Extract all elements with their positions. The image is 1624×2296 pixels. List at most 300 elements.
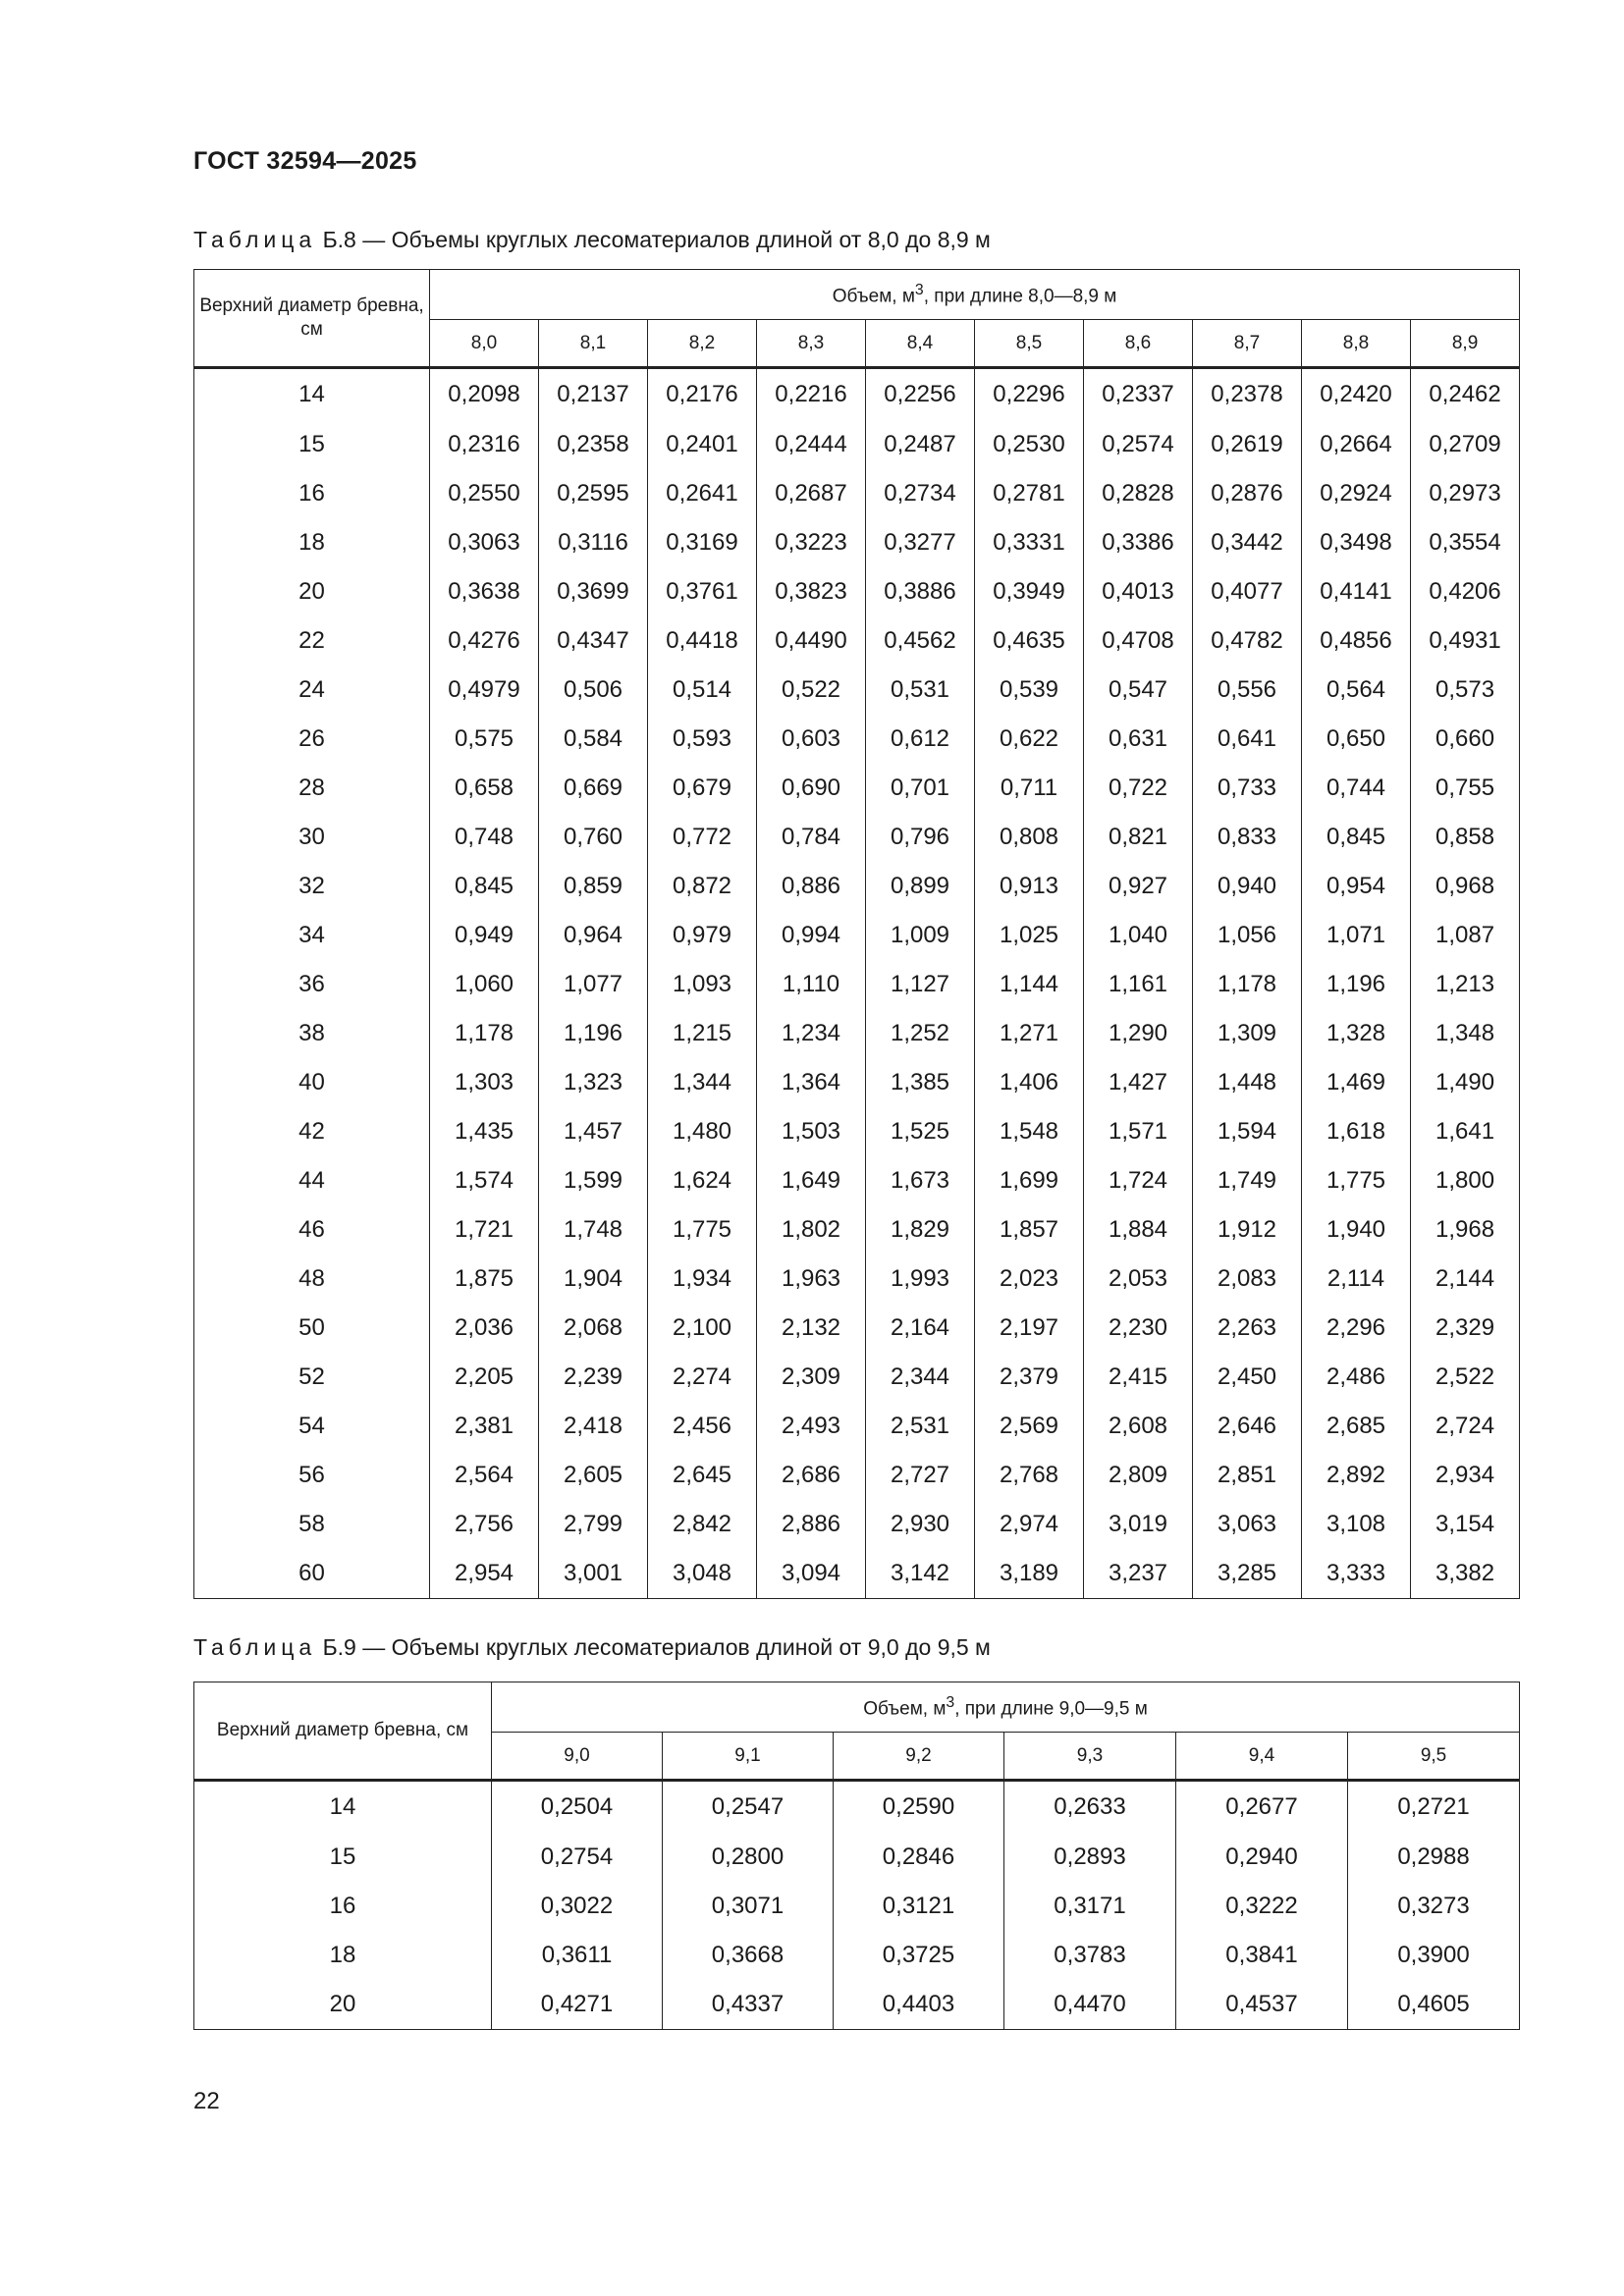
volume-cell: 0,3171 xyxy=(1004,1882,1176,1931)
volume-cell: 2,197 xyxy=(975,1304,1084,1353)
volume-cell: 1,448 xyxy=(1193,1058,1302,1107)
diameter-cell: 58 xyxy=(194,1500,430,1549)
volume-cell: 2,886 xyxy=(757,1500,866,1549)
volume-cell: 0,784 xyxy=(757,813,866,862)
table-b8-caption xyxy=(193,227,991,253)
table-row xyxy=(194,469,1520,518)
volume-cell: 0,701 xyxy=(866,764,975,813)
volume-cell: 0,660 xyxy=(1411,715,1520,764)
volume-cell: 1,624 xyxy=(648,1156,757,1205)
volume-cell: 0,2401 xyxy=(648,420,757,469)
volume-cell: 3,333 xyxy=(1302,1549,1411,1599)
volume-cell: 0,2216 xyxy=(757,368,866,421)
volume-cell: 0,2721 xyxy=(1348,1781,1520,1834)
volume-header-sup: 3 xyxy=(914,281,924,298)
table-row xyxy=(194,1980,1520,2030)
volume-cell: 2,768 xyxy=(975,1451,1084,1500)
volume-cell: 2,418 xyxy=(539,1402,648,1451)
volume-cell: 1,344 xyxy=(648,1058,757,1107)
diameter-cell: 56 xyxy=(194,1451,430,1500)
volume-header-text: Объем, м xyxy=(832,286,915,307)
volume-cell: 0,2530 xyxy=(975,420,1084,469)
volume-cell: 1,724 xyxy=(1084,1156,1193,1205)
table-row xyxy=(194,1304,1520,1353)
volume-cell: 3,094 xyxy=(757,1549,866,1599)
table-row xyxy=(194,1058,1520,1107)
volume-cell: 1,574 xyxy=(430,1156,539,1205)
volume-cell: 1,271 xyxy=(975,1009,1084,1058)
volume-cell: 0,722 xyxy=(1084,764,1193,813)
diameter-cell: 38 xyxy=(194,1009,430,1058)
volume-cell: 0,3823 xyxy=(757,567,866,616)
volume-cell: 1,963 xyxy=(757,1255,866,1304)
length-header: 8,6 xyxy=(1084,320,1193,368)
volume-cell: 2,608 xyxy=(1084,1402,1193,1451)
volume-cell: 1,309 xyxy=(1193,1009,1302,1058)
table-row xyxy=(194,1500,1520,1549)
volume-cell: 3,154 xyxy=(1411,1500,1520,1549)
table-row xyxy=(194,1353,1520,1402)
volume-cell: 0,3116 xyxy=(539,518,648,567)
volume-cell: 1,025 xyxy=(975,911,1084,960)
volume-cell: 2,083 xyxy=(1193,1255,1302,1304)
length-header: 8,3 xyxy=(757,320,866,368)
volume-cell: 0,3886 xyxy=(866,567,975,616)
volume-cell: 3,108 xyxy=(1302,1500,1411,1549)
table-row xyxy=(194,1402,1520,1451)
volume-cell: 0,3071 xyxy=(663,1882,834,1931)
volume-cell: 0,4271 xyxy=(492,1980,663,2030)
table-row xyxy=(194,1205,1520,1255)
volume-cell: 0,940 xyxy=(1193,862,1302,911)
table-row xyxy=(194,1882,1520,1931)
volume-cell: 2,053 xyxy=(1084,1255,1193,1304)
volume-cell: 0,949 xyxy=(430,911,539,960)
volume-cell: 0,2590 xyxy=(834,1781,1004,1834)
diameter-cell: 42 xyxy=(194,1107,430,1156)
volume-cell: 0,2664 xyxy=(1302,420,1411,469)
volume-cell: 0,3611 xyxy=(492,1931,663,1980)
volume-cell: 2,144 xyxy=(1411,1255,1520,1304)
volume-cell: 0,2176 xyxy=(648,368,757,421)
volume-cell: 0,593 xyxy=(648,715,757,764)
table-b8-row-header: Верхний диаметр бревна, см xyxy=(194,270,430,368)
table-row xyxy=(194,862,1520,911)
volume-header-length-range: , при длине 8,0—8,9 м xyxy=(923,286,1117,307)
table-row xyxy=(194,715,1520,764)
diameter-cell: 15 xyxy=(194,420,430,469)
volume-cell: 0,669 xyxy=(539,764,648,813)
table-row xyxy=(194,518,1520,567)
diameter-cell: 18 xyxy=(194,518,430,567)
document-code: ГОСТ 32594—2025 xyxy=(193,147,417,175)
volume-cell: 0,3761 xyxy=(648,567,757,616)
volume-cell: 0,2316 xyxy=(430,420,539,469)
volume-cell: 0,964 xyxy=(539,911,648,960)
volume-cell: 0,2828 xyxy=(1084,469,1193,518)
volume-cell: 1,087 xyxy=(1411,911,1520,960)
volume-cell: 0,4490 xyxy=(757,616,866,666)
volume-cell: 2,974 xyxy=(975,1500,1084,1549)
volume-cell: 1,829 xyxy=(866,1205,975,1255)
table-b9 xyxy=(193,1682,1520,2030)
volume-cell: 3,063 xyxy=(1193,1500,1302,1549)
volume-cell: 2,274 xyxy=(648,1353,757,1402)
volume-cell: 3,285 xyxy=(1193,1549,1302,1599)
volume-cell: 0,3900 xyxy=(1348,1931,1520,1980)
volume-cell: 0,927 xyxy=(1084,862,1193,911)
volume-cell: 2,068 xyxy=(539,1304,648,1353)
volume-cell: 0,3554 xyxy=(1411,518,1520,567)
volume-cell: 1,618 xyxy=(1302,1107,1411,1156)
volume-cell: 0,2137 xyxy=(539,368,648,421)
volume-cell: 0,2504 xyxy=(492,1781,663,1834)
table-row xyxy=(194,420,1520,469)
volume-cell: 0,4141 xyxy=(1302,567,1411,616)
volume-cell: 0,2924 xyxy=(1302,469,1411,518)
volume-cell: 0,4856 xyxy=(1302,616,1411,666)
table-b8-volume-header xyxy=(430,270,1520,320)
volume-cell: 0,899 xyxy=(866,862,975,911)
volume-cell: 1,599 xyxy=(539,1156,648,1205)
volume-cell: 0,2595 xyxy=(539,469,648,518)
volume-cell: 0,2337 xyxy=(1084,368,1193,421)
volume-cell: 0,3331 xyxy=(975,518,1084,567)
volume-cell: 2,344 xyxy=(866,1353,975,1402)
volume-cell: 1,749 xyxy=(1193,1156,1302,1205)
volume-cell: 0,733 xyxy=(1193,764,1302,813)
volume-cell: 0,2296 xyxy=(975,368,1084,421)
volume-cell: 0,4979 xyxy=(430,666,539,715)
volume-cell: 1,503 xyxy=(757,1107,866,1156)
table-row xyxy=(194,764,1520,813)
diameter-cell: 60 xyxy=(194,1549,430,1599)
volume-cell: 0,886 xyxy=(757,862,866,911)
volume-cell: 1,480 xyxy=(648,1107,757,1156)
volume-cell: 1,213 xyxy=(1411,960,1520,1009)
volume-cell: 2,164 xyxy=(866,1304,975,1353)
volume-cell: 0,4782 xyxy=(1193,616,1302,666)
diameter-cell: 30 xyxy=(194,813,430,862)
volume-cell: 0,755 xyxy=(1411,764,1520,813)
volume-cell: 0,833 xyxy=(1193,813,1302,862)
table-b9-caption-prefix: Таблица xyxy=(193,1634,317,1660)
volume-cell: 1,215 xyxy=(648,1009,757,1058)
table-row xyxy=(194,567,1520,616)
volume-cell: 0,641 xyxy=(1193,715,1302,764)
volume-cell: 0,2940 xyxy=(1176,1833,1348,1882)
volume-cell: 1,071 xyxy=(1302,911,1411,960)
volume-cell: 1,364 xyxy=(757,1058,866,1107)
volume-cell: 0,575 xyxy=(430,715,539,764)
table-row xyxy=(194,616,1520,666)
volume-cell: 2,456 xyxy=(648,1402,757,1451)
page-number: 22 xyxy=(193,2088,220,2114)
volume-cell: 1,127 xyxy=(866,960,975,1009)
volume-cell: 1,884 xyxy=(1084,1205,1193,1255)
diameter-cell: 16 xyxy=(194,469,430,518)
length-header: 8,1 xyxy=(539,320,648,368)
volume-cell: 0,3699 xyxy=(539,567,648,616)
length-header: 8,0 xyxy=(430,320,539,368)
volume-cell: 2,954 xyxy=(430,1549,539,1599)
volume-cell: 1,934 xyxy=(648,1255,757,1304)
volume-cell: 0,3783 xyxy=(1004,1931,1176,1980)
table-b9-row-header: Верхний диаметр бревна, см xyxy=(194,1682,492,1781)
diameter-cell: 32 xyxy=(194,862,430,911)
volume-header-length-range: , при длине 9,0—9,5 м xyxy=(954,1698,1148,1720)
volume-cell: 1,303 xyxy=(430,1058,539,1107)
table-row xyxy=(194,960,1520,1009)
volume-cell: 2,415 xyxy=(1084,1353,1193,1402)
volume-cell: 1,178 xyxy=(430,1009,539,1058)
volume-cell: 2,239 xyxy=(539,1353,648,1402)
volume-cell: 1,077 xyxy=(539,960,648,1009)
diameter-cell: 46 xyxy=(194,1205,430,1255)
table-b8-caption-text: Б.8 — Объемы круглых лесоматериалов длиной от 8,0 до 8,9 м xyxy=(316,227,991,252)
diameter-cell: 26 xyxy=(194,715,430,764)
volume-cell: 2,564 xyxy=(430,1451,539,1500)
volume-cell: 1,548 xyxy=(975,1107,1084,1156)
volume-cell: 0,4562 xyxy=(866,616,975,666)
volume-cell: 2,309 xyxy=(757,1353,866,1402)
diameter-cell: 14 xyxy=(194,368,430,421)
volume-cell: 2,486 xyxy=(1302,1353,1411,1402)
length-header: 9,2 xyxy=(834,1733,1004,1781)
volume-cell: 0,2893 xyxy=(1004,1833,1176,1882)
volume-cell: 1,435 xyxy=(430,1107,539,1156)
volume-cell: 0,506 xyxy=(539,666,648,715)
volume-cell: 3,382 xyxy=(1411,1549,1520,1599)
volume-cell: 1,060 xyxy=(430,960,539,1009)
volume-cell: 0,979 xyxy=(648,911,757,960)
volume-cell: 0,3222 xyxy=(1176,1882,1348,1931)
table-b9-body xyxy=(194,1781,1520,2030)
volume-cell: 2,531 xyxy=(866,1402,975,1451)
volume-cell: 1,196 xyxy=(1302,960,1411,1009)
volume-cell: 0,514 xyxy=(648,666,757,715)
volume-cell: 0,573 xyxy=(1411,666,1520,715)
volume-cell: 1,649 xyxy=(757,1156,866,1205)
volume-cell: 0,2098 xyxy=(430,368,539,421)
volume-cell: 0,760 xyxy=(539,813,648,862)
length-header: 8,9 xyxy=(1411,320,1520,368)
volume-cell: 0,3063 xyxy=(430,518,539,567)
volume-cell: 2,036 xyxy=(430,1304,539,1353)
length-header: 8,7 xyxy=(1193,320,1302,368)
volume-cell: 1,323 xyxy=(539,1058,648,1107)
volume-cell: 0,2734 xyxy=(866,469,975,518)
volume-cell: 2,934 xyxy=(1411,1451,1520,1500)
volume-cell: 1,912 xyxy=(1193,1205,1302,1255)
table-b9-caption-text: Б.9 — Объемы круглых лесоматериалов длиной от 9,0 до 9,5 м xyxy=(316,1634,991,1660)
volume-cell: 0,658 xyxy=(430,764,539,813)
volume-cell: 1,234 xyxy=(757,1009,866,1058)
volume-cell: 1,968 xyxy=(1411,1205,1520,1255)
volume-cell: 0,4708 xyxy=(1084,616,1193,666)
length-header: 8,5 xyxy=(975,320,1084,368)
volume-cell: 0,564 xyxy=(1302,666,1411,715)
volume-cell: 2,799 xyxy=(539,1500,648,1549)
volume-cell: 0,556 xyxy=(1193,666,1302,715)
volume-cell: 0,3498 xyxy=(1302,518,1411,567)
volume-cell: 0,4077 xyxy=(1193,567,1302,616)
volume-cell: 0,3638 xyxy=(430,567,539,616)
table-row xyxy=(194,1931,1520,1980)
volume-cell: 1,178 xyxy=(1193,960,1302,1009)
table-b8-body xyxy=(194,368,1520,1599)
volume-cell: 0,2256 xyxy=(866,368,975,421)
volume-cell: 0,772 xyxy=(648,813,757,862)
volume-cell: 1,875 xyxy=(430,1255,539,1304)
volume-cell: 1,348 xyxy=(1411,1009,1520,1058)
volume-cell: 1,525 xyxy=(866,1107,975,1156)
volume-cell: 0,650 xyxy=(1302,715,1411,764)
volume-cell: 0,3223 xyxy=(757,518,866,567)
diameter-cell: 14 xyxy=(194,1781,492,1834)
volume-cell: 0,3841 xyxy=(1176,1931,1348,1980)
volume-cell: 0,2709 xyxy=(1411,420,1520,469)
volume-cell: 1,594 xyxy=(1193,1107,1302,1156)
volume-cell: 2,569 xyxy=(975,1402,1084,1451)
volume-cell: 0,808 xyxy=(975,813,1084,862)
diameter-cell: 24 xyxy=(194,666,430,715)
volume-cell: 2,756 xyxy=(430,1500,539,1549)
volume-cell: 3,237 xyxy=(1084,1549,1193,1599)
volume-cell: 0,603 xyxy=(757,715,866,764)
volume-cell: 0,622 xyxy=(975,715,1084,764)
volume-cell: 2,263 xyxy=(1193,1304,1302,1353)
volume-cell: 2,023 xyxy=(975,1255,1084,1304)
table-row xyxy=(194,666,1520,715)
volume-cell: 0,4403 xyxy=(834,1980,1004,2030)
volume-cell: 0,3949 xyxy=(975,567,1084,616)
volume-cell: 0,3442 xyxy=(1193,518,1302,567)
table-row xyxy=(194,1781,1520,1834)
table-row xyxy=(194,1549,1520,1599)
volume-cell: 2,329 xyxy=(1411,1304,1520,1353)
volume-cell: 0,2487 xyxy=(866,420,975,469)
volume-cell: 0,547 xyxy=(1084,666,1193,715)
volume-cell: 0,2547 xyxy=(663,1781,834,1834)
volume-cell: 0,2677 xyxy=(1176,1781,1348,1834)
volume-cell: 2,686 xyxy=(757,1451,866,1500)
volume-cell: 0,872 xyxy=(648,862,757,911)
diameter-cell: 48 xyxy=(194,1255,430,1304)
diameter-cell: 28 xyxy=(194,764,430,813)
volume-cell: 2,522 xyxy=(1411,1353,1520,1402)
volume-cell: 1,940 xyxy=(1302,1205,1411,1255)
volume-cell: 2,493 xyxy=(757,1402,866,1451)
diameter-cell: 40 xyxy=(194,1058,430,1107)
volume-cell: 0,994 xyxy=(757,911,866,960)
volume-cell: 1,857 xyxy=(975,1205,1084,1255)
volume-cell: 1,056 xyxy=(1193,911,1302,960)
diameter-cell: 36 xyxy=(194,960,430,1009)
volume-cell: 0,913 xyxy=(975,862,1084,911)
volume-cell: 2,645 xyxy=(648,1451,757,1500)
volume-cell: 1,775 xyxy=(648,1205,757,1255)
volume-cell: 0,3277 xyxy=(866,518,975,567)
volume-cell: 0,4537 xyxy=(1176,1980,1348,2030)
volume-cell: 0,4347 xyxy=(539,616,648,666)
volume-cell: 0,522 xyxy=(757,666,866,715)
volume-cell: 0,3725 xyxy=(834,1931,1004,1980)
volume-cell: 0,2444 xyxy=(757,420,866,469)
volume-cell: 0,690 xyxy=(757,764,866,813)
volume-cell: 3,048 xyxy=(648,1549,757,1599)
table-b8 xyxy=(193,269,1520,1599)
volume-cell: 1,673 xyxy=(866,1156,975,1205)
length-header: 9,3 xyxy=(1004,1733,1176,1781)
volume-cell: 1,571 xyxy=(1084,1107,1193,1156)
volume-cell: 0,744 xyxy=(1302,764,1411,813)
diameter-cell: 15 xyxy=(194,1833,492,1882)
table-row xyxy=(194,1833,1520,1882)
volume-cell: 0,3386 xyxy=(1084,518,1193,567)
length-header: 8,8 xyxy=(1302,320,1411,368)
volume-cell: 0,4206 xyxy=(1411,567,1520,616)
volume-cell: 0,821 xyxy=(1084,813,1193,862)
volume-cell: 1,721 xyxy=(430,1205,539,1255)
length-header: 9,0 xyxy=(492,1733,663,1781)
volume-cell: 2,851 xyxy=(1193,1451,1302,1500)
length-header: 9,4 xyxy=(1176,1733,1348,1781)
volume-cell: 3,189 xyxy=(975,1549,1084,1599)
volume-cell: 2,381 xyxy=(430,1402,539,1451)
volume-cell: 1,748 xyxy=(539,1205,648,1255)
volume-cell: 0,2633 xyxy=(1004,1781,1176,1834)
diameter-cell: 52 xyxy=(194,1353,430,1402)
volume-cell: 1,800 xyxy=(1411,1156,1520,1205)
volume-cell: 2,727 xyxy=(866,1451,975,1500)
volume-cell: 0,2846 xyxy=(834,1833,1004,1882)
table-row xyxy=(194,1009,1520,1058)
volume-cell: 0,3121 xyxy=(834,1882,1004,1931)
diameter-cell: 50 xyxy=(194,1304,430,1353)
volume-header-text: Объем, м xyxy=(863,1698,947,1720)
volume-cell: 2,100 xyxy=(648,1304,757,1353)
table-row xyxy=(194,911,1520,960)
volume-cell: 1,457 xyxy=(539,1107,648,1156)
volume-cell: 0,858 xyxy=(1411,813,1520,862)
volume-cell: 1,775 xyxy=(1302,1156,1411,1205)
volume-cell: 0,631 xyxy=(1084,715,1193,764)
volume-cell: 0,4635 xyxy=(975,616,1084,666)
volume-cell: 1,093 xyxy=(648,960,757,1009)
volume-cell: 1,469 xyxy=(1302,1058,1411,1107)
length-header: 9,5 xyxy=(1348,1733,1520,1781)
volume-cell: 0,2641 xyxy=(648,469,757,518)
table-row xyxy=(194,1156,1520,1205)
volume-cell: 2,646 xyxy=(1193,1402,1302,1451)
volume-cell: 3,001 xyxy=(539,1549,648,1599)
volume-cell: 1,110 xyxy=(757,960,866,1009)
volume-cell: 1,427 xyxy=(1084,1058,1193,1107)
volume-cell: 0,3668 xyxy=(663,1931,834,1980)
table-row xyxy=(194,368,1520,421)
volume-cell: 0,2781 xyxy=(975,469,1084,518)
volume-cell: 2,685 xyxy=(1302,1402,1411,1451)
diameter-cell: 18 xyxy=(194,1931,492,1980)
volume-cell: 1,252 xyxy=(866,1009,975,1058)
volume-cell: 0,584 xyxy=(539,715,648,764)
table-row xyxy=(194,1451,1520,1500)
volume-cell: 3,142 xyxy=(866,1549,975,1599)
diameter-cell: 16 xyxy=(194,1882,492,1931)
volume-cell: 0,3022 xyxy=(492,1882,663,1931)
volume-cell: 1,993 xyxy=(866,1255,975,1304)
